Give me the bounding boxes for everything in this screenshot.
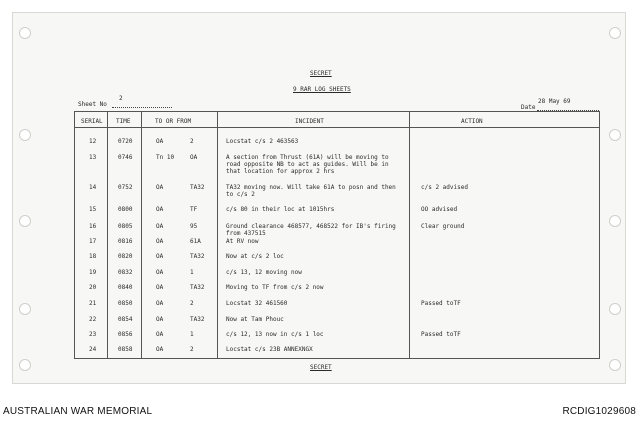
- cell-serial: 20: [89, 284, 97, 291]
- cell-incident: Locstat c/s 23B ANNEXNGX: [226, 346, 313, 353]
- cell-from: TF: [190, 206, 198, 213]
- cell-to: OA: [156, 184, 164, 191]
- sheet-no-line: [112, 107, 172, 108]
- cell-to: OA: [156, 238, 164, 245]
- cell-action: Passed toTF: [421, 331, 461, 338]
- cell-incident: Locstat c/s 2 463563: [226, 138, 299, 145]
- cell-to: OA: [156, 346, 164, 353]
- col-divider-2: [141, 112, 142, 358]
- sheet-no-value: 2: [119, 95, 123, 102]
- cell-action: Passed toTF: [421, 300, 461, 307]
- cell-from: 2: [190, 346, 194, 353]
- cell-serial: 12: [89, 138, 97, 145]
- cell-to: OA: [156, 316, 164, 323]
- cell-time: 0850: [118, 300, 133, 307]
- cell-serial: 16: [89, 223, 97, 230]
- cell-from: OA: [190, 154, 198, 161]
- cell-serial: 22: [89, 316, 97, 323]
- binder-hole-8: [609, 215, 621, 227]
- log-table: [74, 111, 600, 359]
- date-value: 28 May 69: [538, 98, 571, 105]
- cell-from: 61A: [190, 238, 201, 245]
- cell-to: OA: [156, 223, 164, 230]
- classification-top: SECRET: [310, 70, 332, 77]
- cell-time: 0720: [118, 138, 133, 145]
- cell-incident: c/s 80 in their loc at 1015hrs: [226, 206, 335, 213]
- cell-time: 0858: [118, 346, 133, 353]
- cell-serial: 19: [89, 269, 97, 276]
- cell-to: OA: [156, 300, 164, 307]
- classification-bottom: SECRET: [310, 364, 332, 371]
- cell-to: OA: [156, 253, 164, 260]
- cell-incident: Locstat 32 461560: [226, 300, 288, 307]
- cell-time: 0856: [118, 331, 133, 338]
- cell-time: 0746: [118, 154, 133, 161]
- cell-from: TA32: [190, 316, 205, 323]
- cell-to: OA: [156, 138, 164, 145]
- cell-time: 0816: [118, 238, 133, 245]
- cell-to: OA: [156, 284, 164, 291]
- cell-incident: Moving to TF from c/s 2 now: [226, 284, 324, 291]
- cell-serial: 24: [89, 346, 97, 353]
- col-header-incident: INCIDENT: [295, 118, 324, 125]
- date-label: Date: [521, 104, 536, 111]
- col-header-time: TIME: [116, 118, 131, 125]
- binder-hole-6: [609, 27, 621, 39]
- cell-from: 2: [190, 300, 194, 307]
- cell-incident: A section from Thrust (61A) will be moving to: [226, 154, 389, 161]
- cell-time: 0840: [118, 284, 133, 291]
- binder-hole-10: [609, 359, 621, 371]
- cell-incident: from 437515: [226, 230, 266, 237]
- cell-from: 1: [190, 269, 194, 276]
- cell-incident: to c/s 2: [226, 191, 255, 198]
- binder-hole-7: [609, 129, 621, 141]
- header-divider: [75, 127, 599, 128]
- cell-incident: Now at c/s 2 loc: [226, 253, 284, 260]
- cell-from: 1: [190, 331, 194, 338]
- cell-time: 0752: [118, 184, 133, 191]
- cell-from: TA32: [190, 184, 205, 191]
- cell-incident: Ground clearance 468577, 468522 for IB's firing: [226, 223, 396, 230]
- cell-action: Clear ground: [421, 223, 465, 230]
- cell-serial: 17: [89, 238, 97, 245]
- binder-hole-9: [609, 303, 621, 315]
- binder-hole-1: [19, 27, 31, 39]
- cell-incident: that location for approx 2 hrs: [226, 168, 335, 175]
- cell-to: Tn 10: [156, 154, 175, 161]
- cell-time: 0854: [118, 316, 133, 323]
- binder-hole-2: [19, 129, 31, 141]
- col-divider-1: [107, 112, 108, 358]
- cell-incident: c/s 12, 13 now in c/s 1 loc: [226, 331, 324, 338]
- binder-hole-4: [19, 303, 31, 315]
- cell-time: 0820: [118, 253, 133, 260]
- cell-to: OA: [156, 331, 164, 338]
- cell-incident: TA32 moving now. Will take 61A to posn and then: [226, 184, 396, 191]
- cell-from: 95: [190, 223, 198, 230]
- sheet-no-label: Sheet No: [78, 101, 107, 108]
- col-header-action: ACTION: [461, 118, 483, 125]
- cell-serial: 21: [89, 300, 97, 307]
- cell-time: 0805: [118, 223, 133, 230]
- cell-action: c/s 2 advised: [421, 184, 468, 191]
- cell-incident: road opposite NB to act as guides. Will be in: [226, 161, 389, 168]
- cell-time: 0832: [118, 269, 133, 276]
- cell-from: TA32: [190, 284, 205, 291]
- binder-hole-5: [19, 359, 31, 371]
- cell-serial: 18: [89, 253, 97, 260]
- cell-serial: 23: [89, 331, 97, 338]
- cell-from: 2: [190, 138, 194, 145]
- cell-to: OA: [156, 269, 164, 276]
- cell-to: OA: [156, 206, 164, 213]
- cell-serial: 15: [89, 206, 97, 213]
- cell-serial: 14: [89, 184, 97, 191]
- cell-incident: At RV now: [226, 238, 259, 245]
- col-divider-3: [217, 112, 218, 358]
- cell-time: 0800: [118, 206, 133, 213]
- archive-reference: RCDIG1029608: [562, 406, 636, 417]
- archive-caption: AUSTRALIAN WAR MEMORIAL: [3, 406, 153, 417]
- cell-incident: Now at Tam Phouc: [226, 316, 284, 323]
- binder-hole-3: [19, 215, 31, 227]
- cell-from: TA32: [190, 253, 205, 260]
- cell-serial: 13: [89, 154, 97, 161]
- document-title: 9 RAR LOG SHEETS: [293, 86, 351, 93]
- col-divider-4: [409, 112, 410, 358]
- cell-action: OO advised: [421, 206, 458, 213]
- cell-incident: c/s 13, 12 moving now: [226, 269, 302, 276]
- col-header-to-or-from: TO OR FROM: [155, 118, 192, 125]
- col-header-serial: SERIAL: [81, 118, 103, 125]
